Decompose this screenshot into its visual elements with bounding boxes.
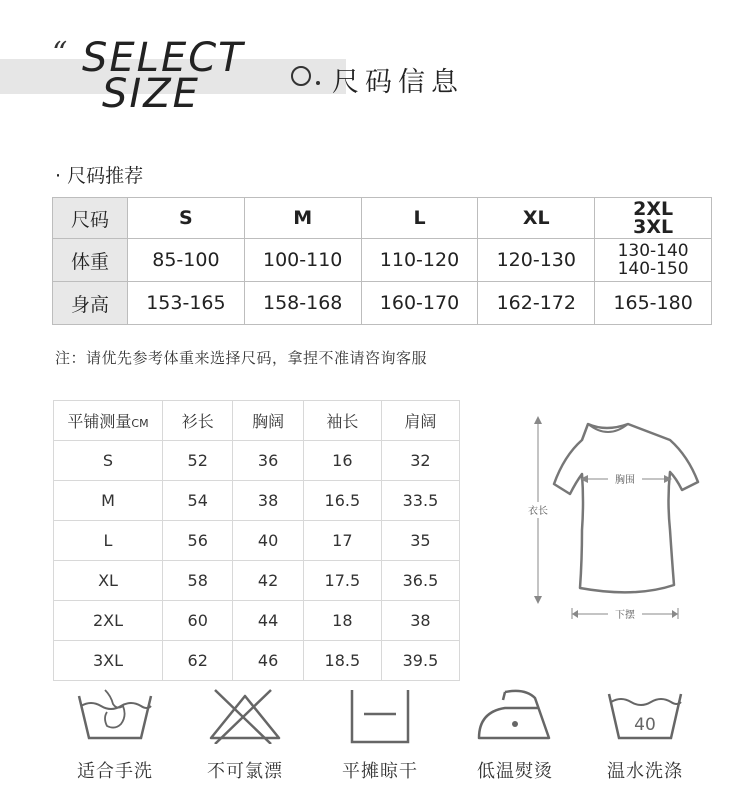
table-cell: 38 (233, 481, 303, 521)
table-cell: L (361, 198, 478, 239)
table-cell: 158-168 (244, 282, 361, 325)
table-row (53, 282, 712, 325)
header-unit: CM (131, 417, 149, 430)
table-cell: 42 (233, 561, 303, 601)
table-cell: 120-130 (478, 239, 595, 282)
row-label: 体重 (53, 239, 128, 282)
table-cell: 165-180 (595, 282, 712, 325)
table-cell: 58 (163, 561, 233, 601)
table-cell: 17.5 (303, 561, 381, 601)
length-label: 衣长 (528, 506, 548, 517)
care-label: 低温熨烫 (477, 761, 553, 782)
table-cell: 16.5 (303, 481, 381, 521)
table-cell: 110-120 (361, 239, 478, 282)
table-cell: 100-110 (244, 239, 361, 282)
care-label: 适合手洗 (77, 761, 153, 782)
table-cell: 38 (381, 601, 459, 641)
tshirt-outline-icon (554, 424, 698, 592)
hand-wash-icon (75, 688, 155, 744)
table-row (53, 198, 712, 239)
table-row (54, 561, 460, 601)
table-cell: 56 (163, 521, 233, 561)
chest-label: 胸围 (615, 475, 635, 486)
quote-mark: “ (52, 36, 68, 71)
table-row (54, 641, 460, 681)
table-row (54, 401, 460, 441)
table-cell: 44 (233, 601, 303, 641)
wash-temp: 40 (634, 715, 656, 735)
size-note: 注：请优先参考体重来选择尺码，拿捏不准请咨询客服 (55, 349, 428, 367)
size-recommend-table (52, 197, 712, 325)
table-cell: 60 (163, 601, 233, 641)
tshirt-diagram (520, 410, 710, 620)
table-cell: 160-170 (361, 282, 478, 325)
row-label: 尺码 (53, 198, 128, 239)
header-cell: 衫长 (163, 401, 233, 441)
size-cell: 3XL (54, 641, 163, 681)
subtitle-zh: 尺码信息 (332, 67, 464, 98)
table-cell: 85-100 (128, 239, 245, 282)
table-cell: 52 (163, 441, 233, 481)
table-row (54, 441, 460, 481)
table-cell: 33.5 (381, 481, 459, 521)
table-cell: 17 (303, 521, 381, 561)
care-label: 不可氯漂 (207, 761, 283, 782)
header-main: 平铺测量 (67, 412, 132, 431)
table-cell: 46 (233, 641, 303, 681)
table-cell: M (244, 198, 361, 239)
section-title: · 尺码推荐 (55, 165, 144, 187)
header-cell: 肩阔 (381, 401, 459, 441)
table-cell: 18 (303, 601, 381, 641)
no-bleach-icon (205, 688, 285, 744)
care-label: 温水洗涤 (607, 761, 683, 782)
table-row (53, 239, 712, 282)
row-label: 身高 (53, 282, 128, 325)
low-iron-icon (475, 688, 555, 744)
flat-dry-icon (340, 688, 420, 744)
warm-wash-icon (605, 688, 685, 744)
dot-icon (316, 81, 320, 85)
circle-icon (291, 66, 311, 86)
table-cell: 130-140 140-150 (595, 239, 712, 282)
table-cell: 2XL 3XL (595, 198, 712, 239)
table-cell: 162-172 (478, 282, 595, 325)
title-size: SIZE (102, 71, 200, 117)
header-cell: 袖长 (303, 401, 381, 441)
header-cell (54, 401, 163, 441)
size-cell: S (54, 441, 163, 481)
size-cell: L (54, 521, 163, 561)
measure-table (53, 400, 460, 681)
header-cell: 胸阔 (233, 401, 303, 441)
care-label: 平摊晾干 (342, 761, 418, 782)
table-cell: 36 (233, 441, 303, 481)
size-cell: XL (54, 561, 163, 601)
size-cell: 2XL (54, 601, 163, 641)
table-cell: 35 (381, 521, 459, 561)
table-cell: 39.5 (381, 641, 459, 681)
title-select: SELECT (82, 35, 245, 81)
table-cell: XL (478, 198, 595, 239)
table-row (54, 521, 460, 561)
table-cell: 36.5 (381, 561, 459, 601)
table-cell: 32 (381, 441, 459, 481)
table-row (54, 601, 460, 641)
table-cell: 54 (163, 481, 233, 521)
table-cell: 18.5 (303, 641, 381, 681)
size-cell: M (54, 481, 163, 521)
table-cell: 153-165 (128, 282, 245, 325)
table-cell: 40 (233, 521, 303, 561)
table-cell: 16 (303, 441, 381, 481)
table-cell: S (128, 198, 245, 239)
table-row (54, 481, 460, 521)
table-cell: 62 (163, 641, 233, 681)
hem-label: 下摆 (615, 610, 635, 620)
